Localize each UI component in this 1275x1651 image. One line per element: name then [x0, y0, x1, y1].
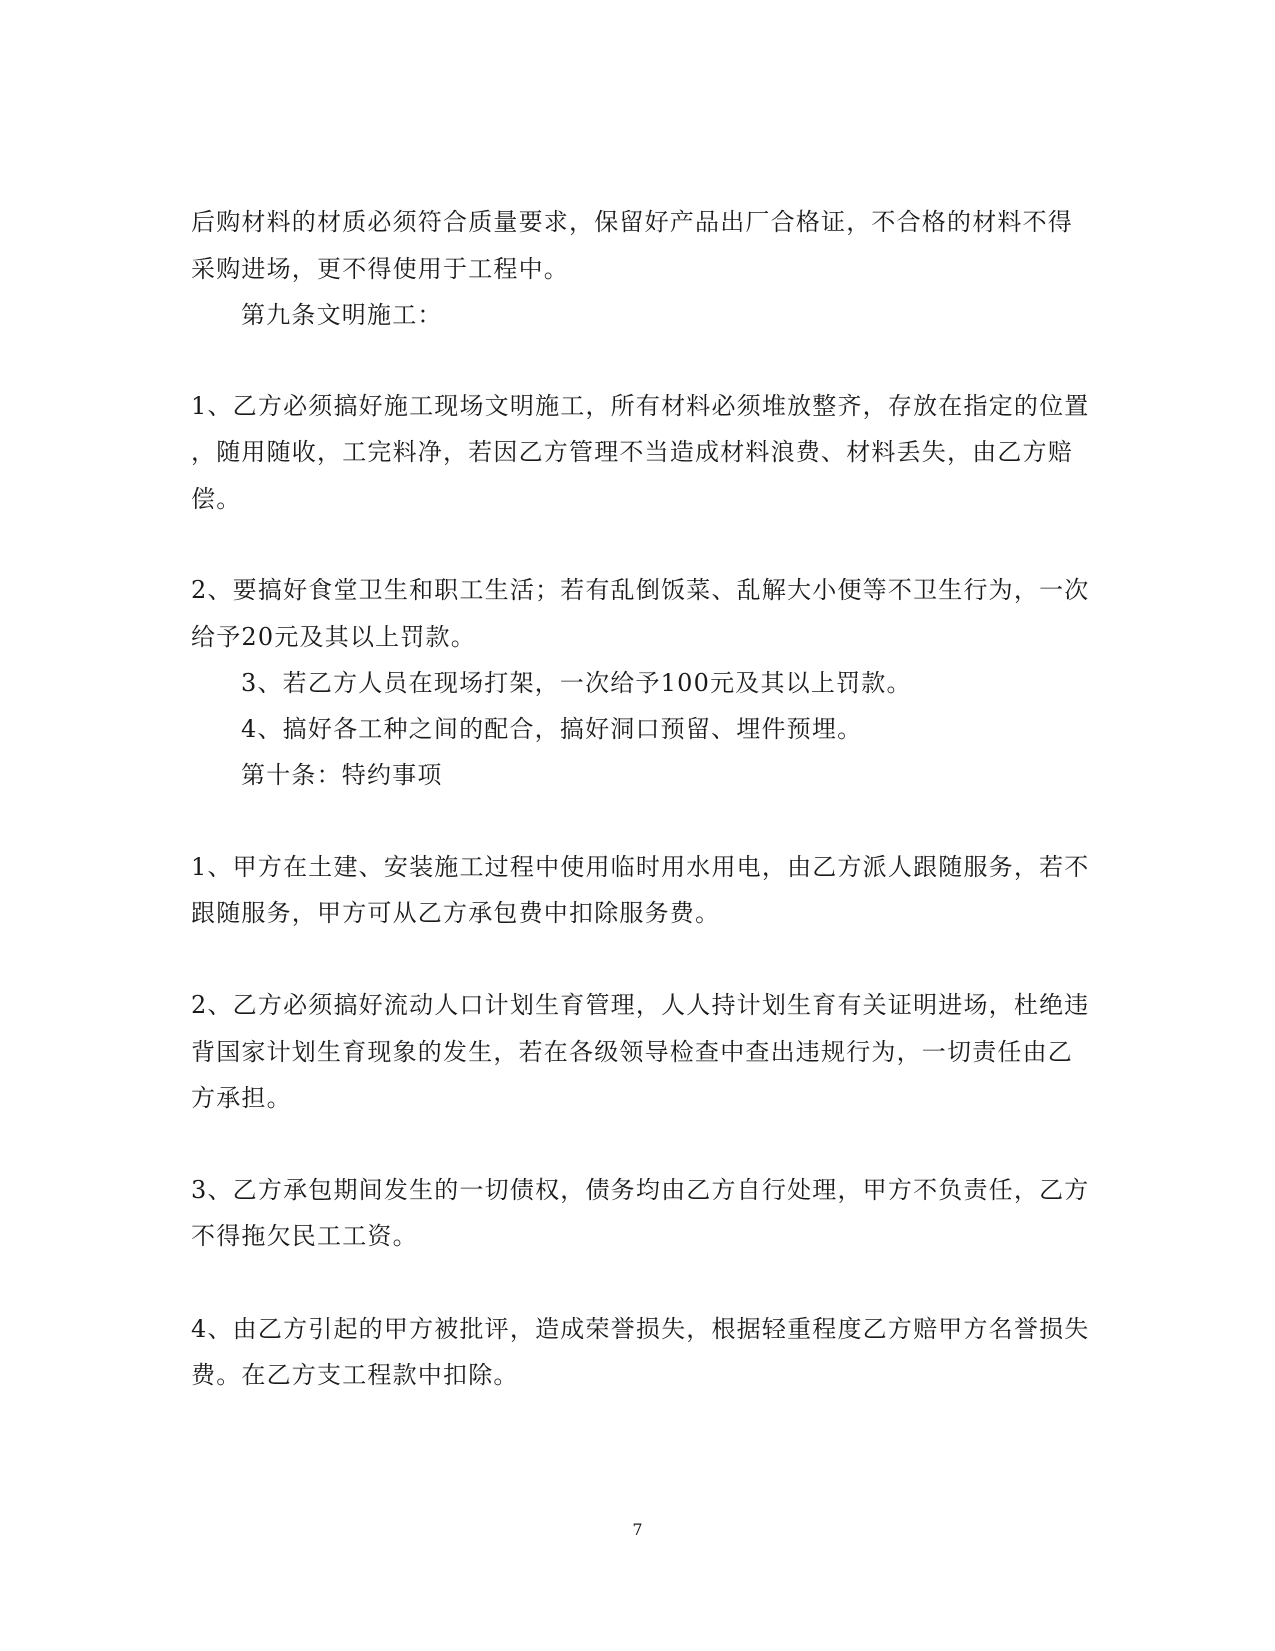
- page-number: 7: [632, 1520, 643, 1539]
- paragraph-line: 1、甲方在土建、安装施工过程中使用临时用水用电，由乙方派人跟随服务，若不: [191, 853, 1090, 881]
- paragraph-line: 2、要搞好食堂卫生和职工生活；若有乱倒饭菜、乱解大小便等不卫生行为，一次: [191, 576, 1090, 604]
- paragraph-line: 3、乙方承包期间发生的一切债权，债务均由乙方自行处理，甲方不负责任，乙方: [191, 1176, 1090, 1204]
- section-heading: 第九条文明施工：: [241, 301, 443, 329]
- paragraph-line: 跟随服务，甲方可从乙方承包费中扣除服务费。: [191, 899, 721, 927]
- paragraph-line: 3、若乙方人员在现场打架，一次给予100元及其以上罚款。: [241, 669, 912, 697]
- paragraph-line: 后购材料的材质必须符合质量要求，保留好产品出厂合格证，不合格的材料不得: [191, 208, 1073, 236]
- paragraph-line: 不得拖欠民工工资。: [191, 1222, 418, 1250]
- paragraph-line: 4、由乙方引起的甲方被批评，造成荣誉损失，根据轻重程度乙方赔甲方名誉损失: [191, 1315, 1090, 1343]
- paragraph-line: 2、乙方必须搞好流动人口计划生育管理，人人持计划生育有关证明进场，杜绝违: [191, 991, 1090, 1019]
- paragraph-line: 1、乙方必须搞好施工现场文明施工，所有材料必须堆放整齐，存放在指定的位置: [191, 392, 1090, 420]
- paragraph-line: 4、搞好各工种之间的配合，搞好洞口预留、埋件预埋。: [241, 715, 863, 743]
- paragraph-line: 采购进场，更不得使用于工程中。: [191, 255, 569, 283]
- paragraph-line: 费。在乙方支工程款中扣除。: [191, 1361, 519, 1389]
- paragraph-line: 背国家计划生育现象的发生，若在各级领导检查中查出违规行为，一切责任由乙: [191, 1038, 1073, 1066]
- paragraph-line: 偿。: [191, 485, 242, 513]
- paragraph-line: 给予20元及其以上罚款。: [191, 623, 476, 651]
- paragraph-line: 方承担。: [191, 1084, 292, 1112]
- paragraph-line: ，随用随收，工完料净，若因乙方管理不当造成材料浪费、材料丢失，由乙方赔: [191, 438, 1073, 466]
- section-heading: 第十条：特约事项: [241, 761, 443, 789]
